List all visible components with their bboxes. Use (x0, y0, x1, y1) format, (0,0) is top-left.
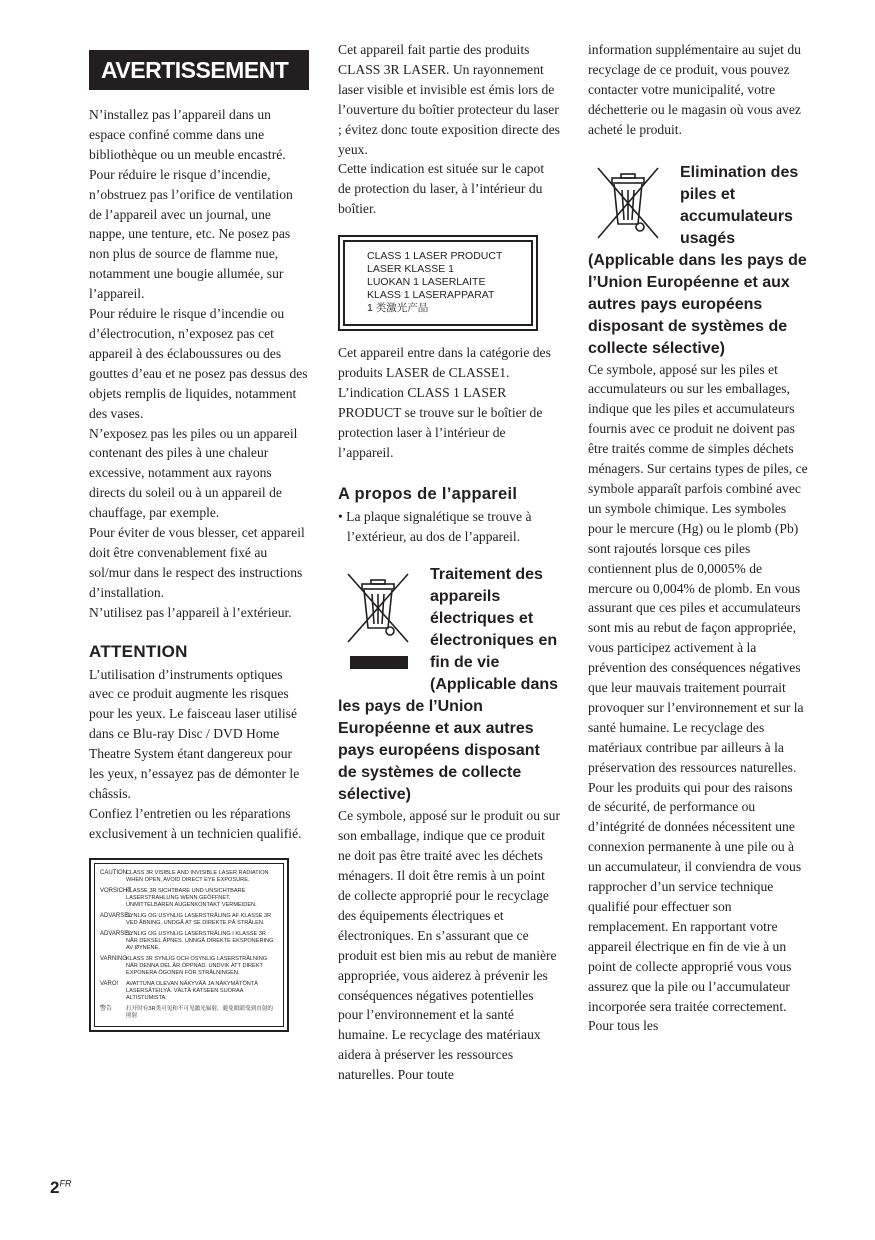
laser-class-label-inner (343, 240, 533, 326)
attention-heading: ATTENTION (89, 641, 188, 661)
caution-row-key: ADVARSEL (100, 912, 132, 919)
warning-paragraph: Pour éviter de vous blesser, cet appareil doit être convenablement fixé au sol/mur dans le respect des instructions d’installation. (89, 525, 305, 600)
laser-label-line: KLASS 1 LASERAPPARAT (367, 289, 495, 302)
caution-row-text: CLASS 3R VISIBLE AND INVISIBLE LASER RADIATION WHEN OPEN, AVOID DIRECT EYE EXPOSURE. (126, 869, 269, 883)
caution-row (100, 913, 278, 927)
recycling-continuation: information supplémentaire au sujet du recyclage de ce produit, vous pouvez contacter votre municipalité, votre déchetterie ou le magasin où vous avez acheté le produit. (588, 42, 801, 137)
battery-section (588, 162, 808, 1037)
warning-banner: AVERTISSEMENT (89, 50, 309, 90)
warning-paragraph: Pour réduire le risque d’incendie ou d’électrocution, n’exposez pas cet appareil à des éclaboussures ou des gouttes d’eau et ne posez pas dessus des objets remplis de liquides, notamment des vases. (89, 306, 308, 421)
caution-row (100, 956, 278, 977)
caution-label (89, 858, 289, 1032)
apropos-bullet: • La plaque signalétique se trouve à l’extérieur, au dos de l’appareil. (338, 508, 532, 544)
page-number (50, 1178, 71, 1198)
laser-label-line: LUOKAN 1 LASERLAITE (367, 276, 486, 289)
caution-row (100, 981, 278, 1002)
column-right (588, 40, 808, 1036)
caution-row-key: CAUTION (100, 869, 127, 876)
caution-row (100, 1006, 278, 1020)
caution-row-key: 警告 (100, 1005, 113, 1012)
caution-row-text: 打开时有3R类可见和不可见激光辐射，避免眼睛受到直射的照射 (126, 1005, 273, 1019)
caution-label-inner (94, 863, 284, 1027)
warning-paragraph: N’installez pas l’appareil dans un espace confiné comme dans une bibliothèque ou un meuble encastré. (89, 107, 286, 162)
attention-paragraph: Confiez l’entretien ou les réparations exclusivement à un technicien qualifié. (89, 805, 302, 841)
caution-row (100, 931, 278, 952)
laser-label-line: CLASS 1 LASER PRODUCT (367, 250, 503, 263)
battery-text: Ce symbole, apposé sur les piles et accumulateurs ou sur les emballages, indique que les piles et accumulateurs fournis avec ce produit ne doivent pas être traités comme de simples déchets ménagers. Sur certains types de piles, ce symbole apparaît parfois combiné avec un symbole chimique. Les symboles pour le mercure (Hg) ou le plomb (Pb) sont rajoutés lorsque ces piles contiennent plus de 0,0005% de mercure ou 0,004% de plomb. En vous assurant que ces piles et accumulateurs sont mis au rebut de façon appropriée, vous participez activement à la prévention des conséquences négatives que leur mauvais traitement pourrait provoquer sur l’environnement et sur la santé humaine. Le recyclage des matériaux contribue par ailleurs à la préservation des ressources naturelles. Pour les produits qui pour des raisons de sécurité, de performance ou d’intégrité de données nécessitent une connexion permanente à une pile ou à un accumulateur, il conviendra de vous rapprocher d’un service technique qualifié pour effectuer son remplacement. En rapportant votre appareil électrique en fin de vie à un point de collecte approprié vous vous assurez que la pile ou l’accumulateur incorporée sera traitée correctement. Pour tous les (588, 361, 808, 1034)
caution-row-text: SYNLIG OG USYNLIG LASERSTRÅLING I KLASSE 3R NÅR DEKSEL ÅPNES. UNNGÅ DIREKTE EKSPONERING AV ØYNENE. (126, 930, 274, 951)
caution-row-text: KLASSE 3R SICHTBARE UND UNSICHTBARE LASERSTRAHLUNG WENN GEÖFFNET. UNMITTELBAREN AUGENKONTAKT VERMEIDEN. (126, 887, 257, 908)
weee-text: Ce symbole, apposé sur le produit ou sur son emballage, indique que ce produit ne doit pas être traité avec les déchets ménagers. Il doit être remis à un point de collecte approprié pour le recyclage des équipements électriques et électroniques. En s’assurant que ce produit est bien mis au rebut de manière appropriée, vous aiderez à prévenir les conséquences négatives potentielles pour l’environnement et la santé humaine. Le recyclage des matériaux aidera à préserver les ressources naturelles. Pour toute (338, 808, 561, 1083)
laser-paragraph: Cet appareil fait partie des produits CLASS 3R LASER. Un rayonnement laser visible et invisible est émis lors de l’ouverture du boîtier protecteur du laser ; évitez donc toute exposition directe des yeux. (338, 42, 560, 157)
caution-row-text: KLASS 3R SYNLIG OCH OSYNLIG LASERSTRÅLNING NÄR DENNA DEL ÄR ÖPPNAD. UNDVIK ATT DIREKT EXPONERA ÖGONEN FÖR STRÅLNINGEN. (126, 955, 268, 976)
caution-row-key: VARNING (100, 955, 127, 962)
caution-row-key: VARO! (100, 980, 119, 987)
caution-row-key: VORSICHT (100, 887, 132, 894)
language-code: FR (59, 1178, 72, 1189)
weee-heading: Traitement des appareils électriques et électroniques en fin de vie (Applicable dans les pays de l’Union Européenne et aux autres pays européens disposant de systèmes de collecte sélective) (338, 566, 559, 804)
crossed-bin-icon (338, 564, 430, 679)
warning-paragraph: N’exposez pas les piles ou un appareil contenant des piles à une chaleur excessive, notamment aux rayons directs du soleil ou à un appareil de chauffage, par exemple. (89, 425, 298, 521)
warning-paragraph: Pour réduire le risque d’incendie, n’obstruez pas l’orifice de ventilation de l’appareil avec un journal, une nappe, une tenture, etc. Ne posez pas non plus de source de flamme nue, notamment une bougie allumée, sur l’appareil. (89, 166, 293, 302)
caution-row (100, 888, 278, 909)
laser-class-label (338, 235, 538, 331)
page-number-value: 2 (50, 1178, 60, 1197)
weee-section (338, 564, 560, 1085)
laser-category-paragraph: Cet appareil entre dans la catégorie des produits LASER de CLASSE1. L’indication CLASS 1 LASER PRODUCT se trouve sur le boîtier de protection laser à l’intérieur de l’appareil. (338, 345, 551, 460)
battery-heading: Elimination des piles et accumulateurs usagés (Applicable dans les pays de l’Union Européenne et aux autres pays européens disposant de systèmes de collecte sélective) (588, 163, 807, 357)
column-middle (338, 40, 560, 1085)
laser-paragraph: Cette indication est située sur le capot de protection du laser, à l’intérieur du boîtier. (338, 161, 545, 217)
column-left (89, 40, 309, 1032)
caution-row-text: SYNLIG OG USYNLIG LASERSTRÅLING AF KLASSE 3R VED ÅBNING. UNDGÅ AT SE DIREKTE PÅ STRÅLEN. (126, 912, 272, 926)
crossed-bin-icon (588, 162, 680, 250)
caution-row (100, 870, 278, 884)
laser-label-line: LASER KLASSE 1 (367, 263, 454, 276)
caution-row-text: AVATTUNA OLEVAN NÄKYVÄÄ JA NÄKYMÄTÖNTÄ LASERSÄTEILYÄ. VÄLTÄ KATSEEN SUORAA ALTISTUMISTA. (126, 980, 258, 1001)
caution-row-key: ADVARSEL (100, 930, 132, 937)
attention-paragraph: L’utilisation d’instruments optiques avec ce produit augmente les risques pour les yeux. Le faisceau laser utilisé dans ce Blu-ray Disc / DVD Home Theatre System étant dangereux pour les yeux, n’essayez pas de démonter le châssis. (89, 666, 300, 801)
warning-paragraph: N’utilisez pas l’appareil à l’extérieur. (89, 604, 292, 620)
laser-label-line: 1 类激光产品 (367, 302, 429, 315)
apropos-heading: A propos de l’appareil (338, 484, 518, 503)
